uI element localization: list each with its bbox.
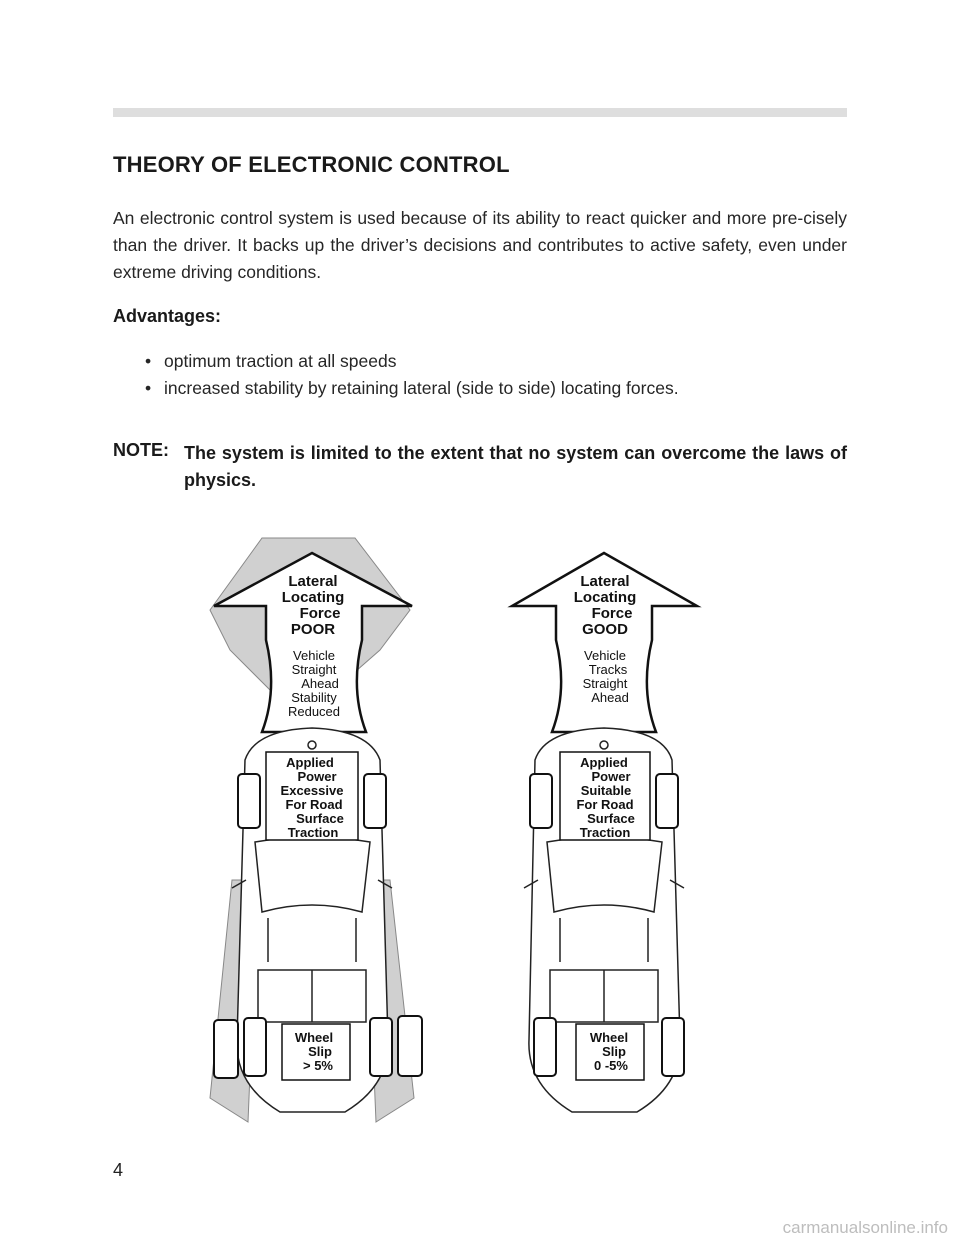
left-hood-line: Power [297, 769, 337, 784]
right-hood-line: Applied [580, 755, 628, 770]
left-arrow-line: POOR [290, 621, 336, 638]
left-hood-line: Applied [286, 755, 334, 770]
right-arrow-line: Force [591, 605, 633, 622]
right-body-line: Ahead [591, 690, 629, 705]
right-wheel-line: Slip [602, 1044, 626, 1059]
left-wheel-line: > 5% [303, 1058, 333, 1073]
right-body-line: Straight [582, 676, 628, 691]
left-arrow-line: Force [299, 605, 341, 622]
left-body-line: Stability [291, 690, 337, 705]
right-wheel-line: 0 -5% [594, 1058, 628, 1073]
header-rule [113, 108, 847, 117]
advantages-list [145, 348, 679, 402]
left-body-line: Straight [291, 662, 337, 677]
left-arrow-line: Lateral [288, 573, 338, 590]
page-title: THEORY OF ELECTRONIC CONTROL [113, 152, 510, 177]
right-hood-line: Traction [579, 825, 631, 840]
left-body-line: Reduced [287, 704, 341, 719]
left-wheel-line: Wheel [294, 1030, 334, 1045]
intro-paragraph: An electronic control system is used because of its ability to react quicker and more pre-cisely than the driver. It backs up the driver’s decisions and contributes to active safety, even under extreme driving conditions. [113, 208, 847, 282]
note-text: The system is limited to the extent that no system can overcome the laws of physics. [184, 443, 847, 490]
list-item-text: increased stability by retaining lateral (side to side) locating forces. [164, 378, 679, 398]
list-item [145, 348, 679, 375]
right-hood-line: For Road [576, 797, 634, 812]
bullet-icon: • [145, 351, 152, 371]
traction-diagram [0, 520, 960, 1150]
list-item-text: optimum traction at all speeds [164, 351, 397, 371]
right-arrow-line: Locating [573, 589, 637, 606]
right-arrow-line: Lateral [580, 573, 630, 590]
list-item [145, 375, 679, 402]
right-body-line: Vehicle [584, 648, 626, 663]
left-body-line: Ahead [301, 676, 339, 691]
right-wheel-line: Wheel [589, 1030, 629, 1045]
left-arrow-line: Locating [281, 589, 345, 606]
right-body-line: Tracks [588, 662, 628, 677]
page-number: 4 [113, 1160, 124, 1180]
left-hood-line: Excessive [280, 783, 344, 798]
bullet-icon: • [145, 378, 152, 398]
left-hood-line: For Road [285, 797, 343, 812]
advantages-heading: Advantages: [113, 306, 222, 326]
right-hood-line: Surface [587, 811, 635, 826]
right-arrow-line: GOOD [582, 621, 628, 638]
left-body-line: Vehicle [293, 648, 335, 663]
left-hood-line: Traction [287, 825, 339, 840]
right-hood-line: Suitable [580, 783, 632, 798]
left-wheel-line: Slip [308, 1044, 332, 1059]
left-hood-line: Surface [296, 811, 344, 826]
watermark: carmanualsonline.info [782, 1218, 948, 1237]
note-label: NOTE: [113, 440, 169, 460]
right-hood-line: Power [591, 769, 631, 784]
